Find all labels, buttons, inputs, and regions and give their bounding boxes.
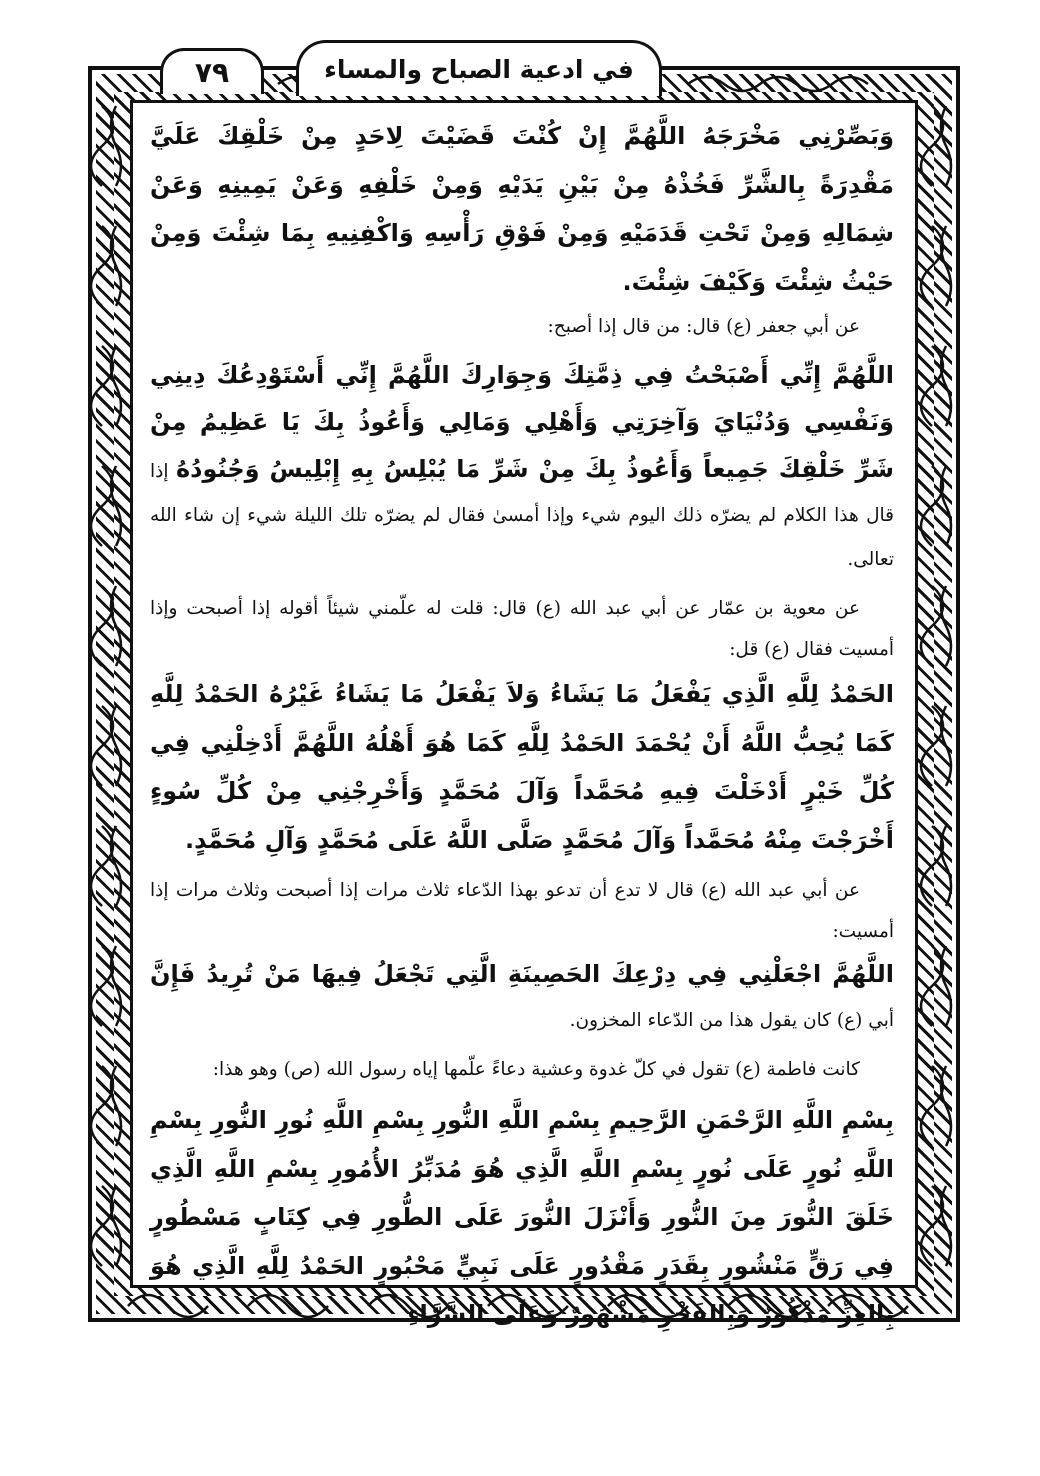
prayer-text: الحَمْدُ لِلَّهِ الَّذِي يَفْعَلُ مَا يَشَاءُ وَلاَ يَفْعَلُ مَا يَشَاءُ غَيْرُهُ الحَمْدُ لِلَّهِ كَمَا يُحِبُّ اللَّهُ أَنْ يُحْمَدَ الحَمْدُ لِلَّهِ كَمَا هُوَ أَهْلُهُ اللَّهُمَّ أَدْخِلْنِي فِي كُلِّ خَيْرٍ أَدْخَلْتَ فِيهِ مُحَمَّداً وَآلَ مُحَمَّدٍ وَأَخْرِجْنِي مِنْ كُلِّ سُوءٍ أَخْرَجْتَ مِنْهُ مُحَمَّداً وَآلَ مُحَمَّدٍ صَلَّى اللَّهُ عَلَى مُحَمَّدٍ وَآلِ مُحَمَّدٍ. — [150, 680, 894, 854]
prayer-text: بِسْمِ اللَّهِ الرَّحْمَنِ الرَّحِيمِ بِسْمِ اللَّهِ النُّورِ بِسْمِ اللَّهِ نُورِ النُّورِ بِسْمِ اللَّهِ نُورٍ عَلَى نُورٍ بِسْمِ اللَّهِ الَّذِي هُوَ مُدَبِّرُ الأُمُورِ بِسْمِ اللَّهِ الَّذِي خَلَقَ النُّورَ مِنَ النُّورِ وَأَنْزَلَ النُّورَ عَلَى الطُّورِ فِي كِتَابٍ مَسْطُورٍ فِي رَقٍّ مَنْشُورٍ بِقَدَرٍ مَقْدُورٍ عَلَى نَبِيٍّ مَحْبُورٍ الحَمْدُ لِلَّهِ الَّذِي هُوَ بِالعِزِّ مَذْكُورٌ وَبِالفَخْرِ مَشْهُورٌ وَعَلَى السَّرَّاءِ — [150, 1106, 894, 1328]
narration-text: عن معوية بن عمّار عن أبي عبد الله (ع) قال: قلت له علّمني شيئاً أقوله إذا أصبحت وإذا أمسيت فقال (ع) قل: — [150, 598, 894, 660]
narration-text: كانت فاطمة (ع) تقول في كلّ غدوة وعشية دعاءً علّمها إياه رسول الله (ص) وهو هذا: — [212, 1059, 860, 1080]
prayer-text: اللَّهُمَّ إِنِّي أَصْبَحْتُ فِي ذِمَّتِكَ وَجِوَارِكَ اللَّهُمَّ إِنِّي أَسْتَوْدِعُكَ دِينِي وَنَفْسِي وَدُنْيَايَ وَآخِرَتِي وَأَهْلِي وَمَالِي وَأَعُوذُ بِكَ يَا عَظِيمُ مِنْ شَرِّ خَلْقِكَ جَمِيعاً وَأَعُوذُ بِكَ مِنْ شَرِّ مَا يُبْلِسُ بِهِ إِبْلِيسُ وَجُنُودُهُ — [150, 361, 894, 483]
narration-note: أبي (ع) كان يقول هذا من الدّعاء المخزون. — [569, 1010, 894, 1031]
narration-note: إذا قال هذا الكلام لم يضرّه ذلك اليوم شيء وإذا أمسىٰ فقال لم يضرّه تلك الليلة شيء إن شاء الله تعالى. — [150, 461, 894, 570]
narration-text: عن أبي عبد الله (ع) قال لا تدع أن تدعو بهذا الدّعاء ثلاث مرات إذا أصبحت وثلاث مرات إذا أمسيت: — [150, 880, 894, 942]
narration-text: عن أبي جعفر (ع) قال: من قال إذا أصبح: — [547, 316, 860, 337]
page-content — [150, 112, 894, 1328]
prayer-text: اللَّهُمَّ اجْعَلْنِي فِي دِرْعِكَ الحَصِينَةِ الَّتِي تَجْعَلُ فِيهَا مَنْ تُرِيدُ فَإِنَّ — [150, 960, 894, 988]
prayer-with-note — [150, 353, 894, 582]
prayer-text: وَبَصِّرْنِي مَخْرَجَهُ اللَّهُمَّ إِنْ كُنْتَ قَضَيْتَ لِاحَدٍ مِنْ خَلْقِكَ عَلَيَّ مَقْدِرَةً بِالشَّرِّ فَخُذْهُ مِنْ بَيْنِ يَدَيْهِ وَمِنْ خَلْفِهِ وَعَنْ يَمِينِهِ وَعَنْ شِمَالِهِ وَمِنْ تَحْتِ قَدَمَيْهِ وَمِنْ فَوْقِ رَأْسِهِ وَاكْفِنِيهِ بِمَا شِئْتَ وَمِنْ حَيْثُ شِئْتَ وَكَيْفَ شِئْتَ. — [150, 122, 894, 296]
running-header-title: في ادعية الصباح والمساء — [296, 40, 662, 96]
page-number: ٧٩ — [160, 48, 264, 94]
prayer-with-note — [150, 952, 894, 1043]
